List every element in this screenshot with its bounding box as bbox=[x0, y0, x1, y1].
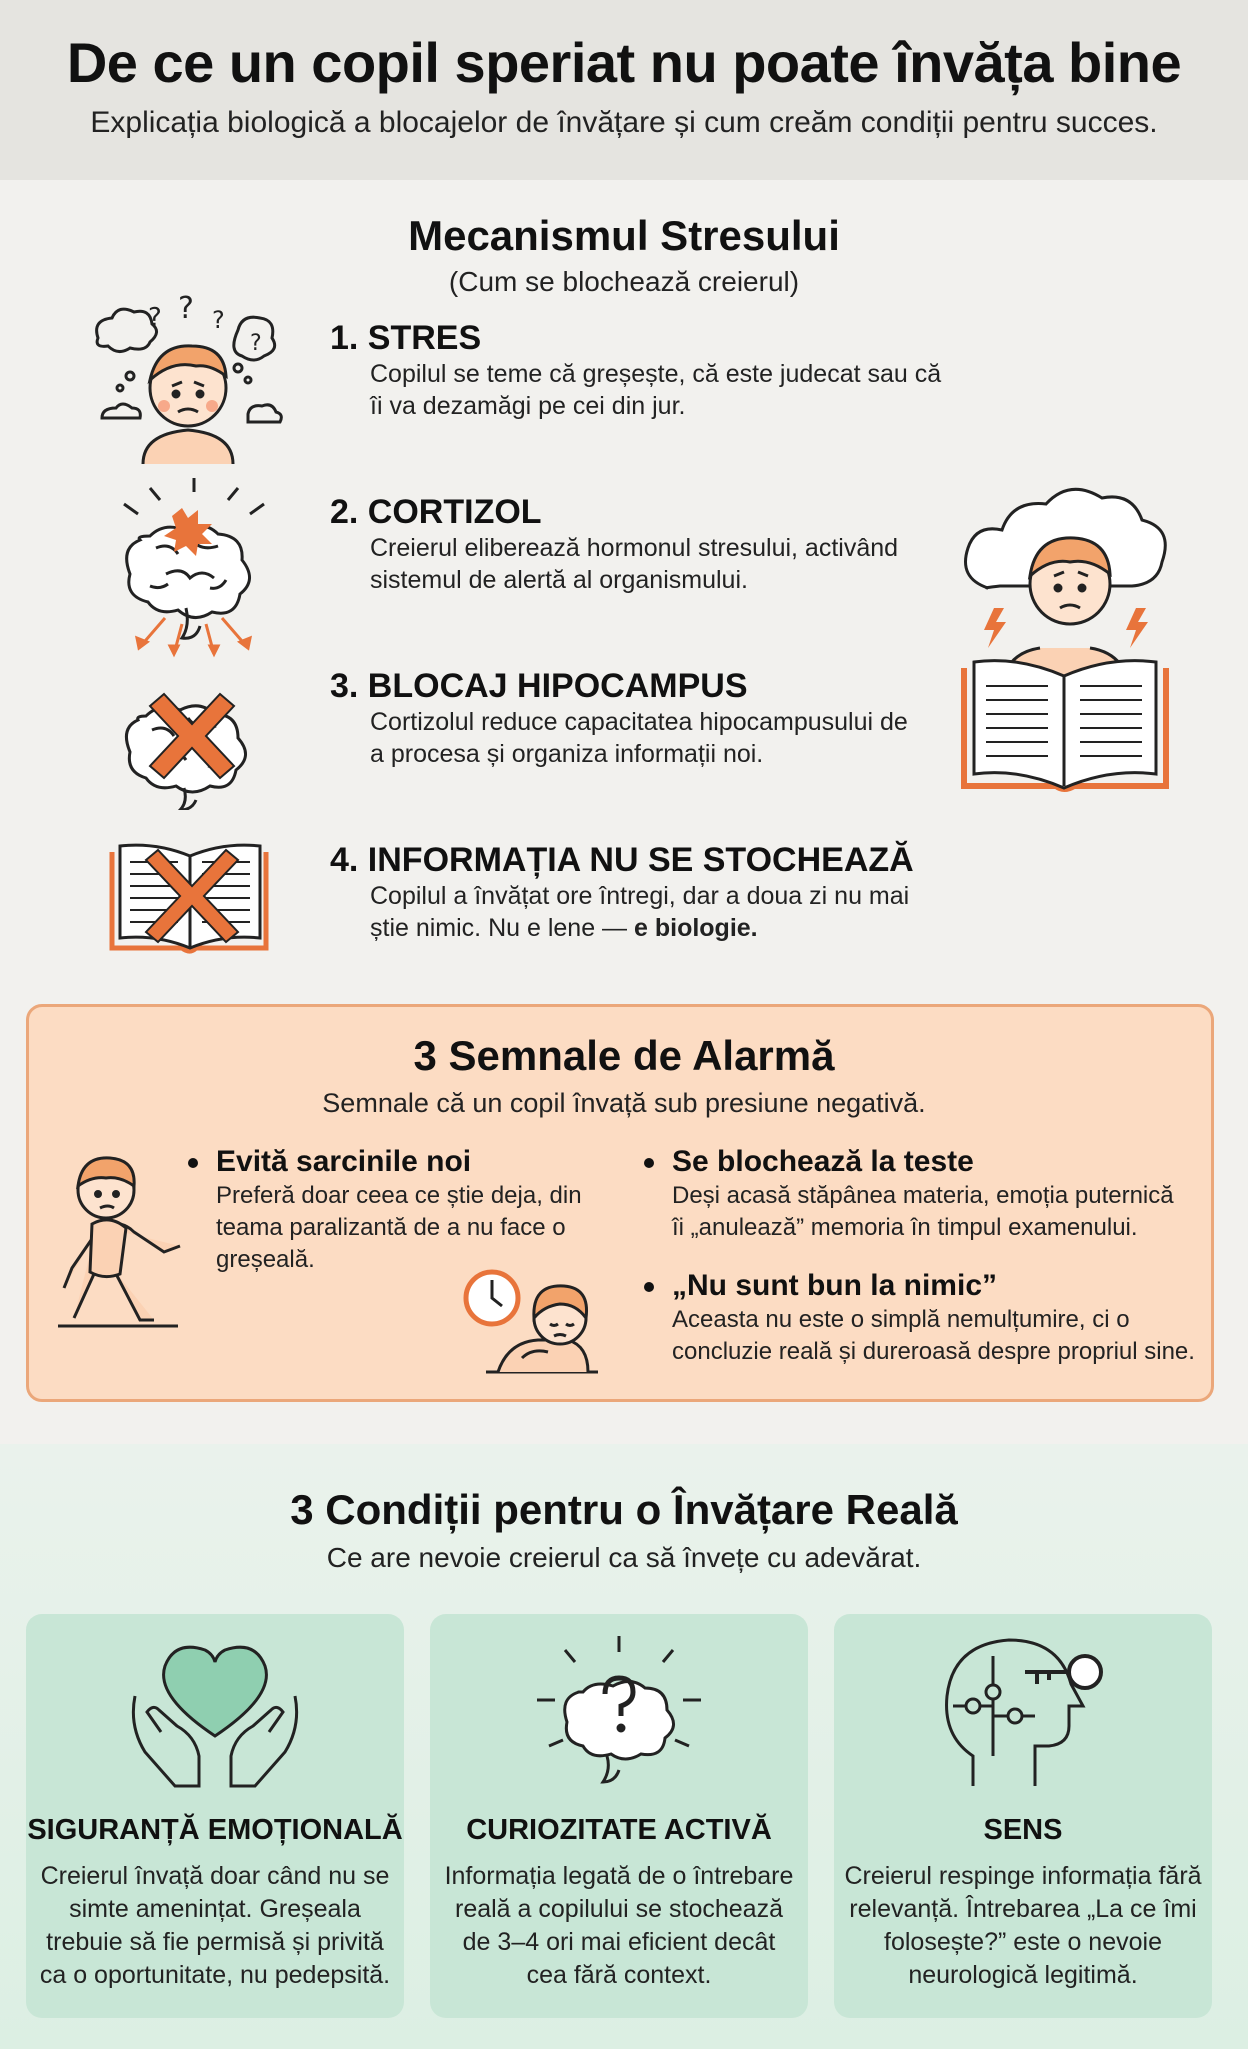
alarm-subtitle: Semnale că un copil învață sub presiune negativă. bbox=[322, 1088, 926, 1118]
signal-title: Evită sarcinile noi bbox=[216, 1144, 616, 1180]
svg-text:?: ? bbox=[178, 291, 194, 326]
conditions-subtitle: Ce are nevoie creierul ca să învețe cu adevărat. bbox=[326, 1542, 922, 1573]
card-title: CURIOZITATE ACTIVĂ bbox=[466, 1814, 772, 1846]
step-stres bbox=[330, 318, 950, 422]
step-text bbox=[330, 880, 930, 944]
signal-title: Se blochează la teste bbox=[672, 1144, 1192, 1180]
book-crossed-icon bbox=[108, 838, 278, 958]
card-title: SIGURANȚĂ EMOȚIONALĂ bbox=[27, 1814, 403, 1846]
condition-card-meaning bbox=[834, 1614, 1212, 2018]
condition-card-safety bbox=[26, 1614, 404, 2018]
svg-text:?: ? bbox=[212, 306, 225, 334]
alarm-title: 3 Semnale de Alarmă bbox=[413, 1032, 835, 1079]
brain-blocked-icon bbox=[112, 670, 272, 810]
brain-alert-icon bbox=[110, 478, 280, 658]
alarm-signal-selfworth bbox=[672, 1268, 1200, 1368]
condition-card-curiosity bbox=[430, 1614, 808, 2018]
stressed-test-child-icon bbox=[462, 1262, 602, 1376]
mechanism-title: Mecanismul Stresului bbox=[408, 212, 840, 259]
alarm-signal-tests bbox=[672, 1144, 1192, 1244]
step-title: 2. CORTIZOL bbox=[330, 493, 542, 531]
signal-text: Preferă doar ceea ce știe deja, din teama paralizantă de a nu face o greșeală. bbox=[216, 1182, 582, 1273]
page-subtitle: Explicația biologică a blocajelor de învățare și cum creăm condiții pentru succes. bbox=[90, 106, 1158, 139]
brain-question-icon bbox=[529, 1636, 709, 1796]
step-text-main: Copilul a învățat ore întregi, dar a doua zi nu mai știe nimic. Nu e lene — bbox=[370, 882, 910, 942]
step-title: 1. STRES bbox=[330, 319, 482, 357]
step-text: Creierul eliberează hormonul stresului, activând sistemul de alertă al organismului. bbox=[370, 534, 899, 594]
step-text-emphasis: e biologie. bbox=[634, 914, 758, 942]
heart-hands-icon bbox=[125, 1636, 305, 1796]
page-header bbox=[0, 0, 1248, 180]
worried-child-icon bbox=[88, 288, 288, 468]
step-title: 3. BLOCAJ HIPOCAMPUS bbox=[330, 667, 748, 705]
alarm-signal-avoid bbox=[216, 1144, 616, 1276]
avoiding-child-icon bbox=[54, 1146, 184, 1332]
step-blocaj-hipocampus bbox=[330, 666, 950, 770]
svg-text:?: ? bbox=[148, 303, 162, 333]
step-cortizol bbox=[330, 492, 950, 596]
stressed-reader-icon bbox=[960, 478, 1170, 798]
signal-text: Deși acasă stăpânea materia, emoția puternică îi „anulează” memoria în timpul examenului. bbox=[672, 1182, 1174, 1241]
card-text: Creierul învață doar când nu se simte amenințat. Greșeala trebuie să fie permisă și privită ca o oportunitate, nu pedepsită. bbox=[39, 1862, 391, 1989]
signal-text: Aceasta nu este o simplă nemulțumire, ci o concluzie reală și dureroasă despre propriul sine. bbox=[672, 1306, 1195, 1365]
step-title: 4. INFORMAȚIA NU SE STOCHEAZĂ bbox=[330, 841, 914, 879]
page-title: De ce un copil speriat nu poate învăța bine bbox=[66, 31, 1182, 94]
signal-title: „Nu sunt bun la nimic” bbox=[672, 1268, 1200, 1304]
step-text: Copilul se teme că greșește, că este judecat sau că îi va dezamăgi pe cei din jur. bbox=[370, 360, 942, 420]
card-text: Creierul respinge informația fără relevanță. Întrebarea „La ce îmi folosește?” este o nevoie neurologică legitimă. bbox=[844, 1862, 1202, 1989]
svg-text:?: ? bbox=[250, 331, 262, 356]
conditions-title: 3 Condiții pentru o Învățare Reală bbox=[290, 1486, 958, 1533]
step-text: Cortizolul reduce capacitatea hipocampusului de a procesa și organiza informații noi. bbox=[370, 708, 908, 768]
card-text: Informația legată de o întrebare reală a copilului se stochează de 3–4 ori mai eficient decât cea fără context. bbox=[444, 1862, 794, 1989]
card-title: SENS bbox=[983, 1814, 1063, 1846]
mechanism-subtitle: (Cum se blochează creierul) bbox=[448, 266, 800, 297]
puzzle-head-key-icon bbox=[933, 1636, 1113, 1796]
step-informatia bbox=[330, 840, 970, 944]
